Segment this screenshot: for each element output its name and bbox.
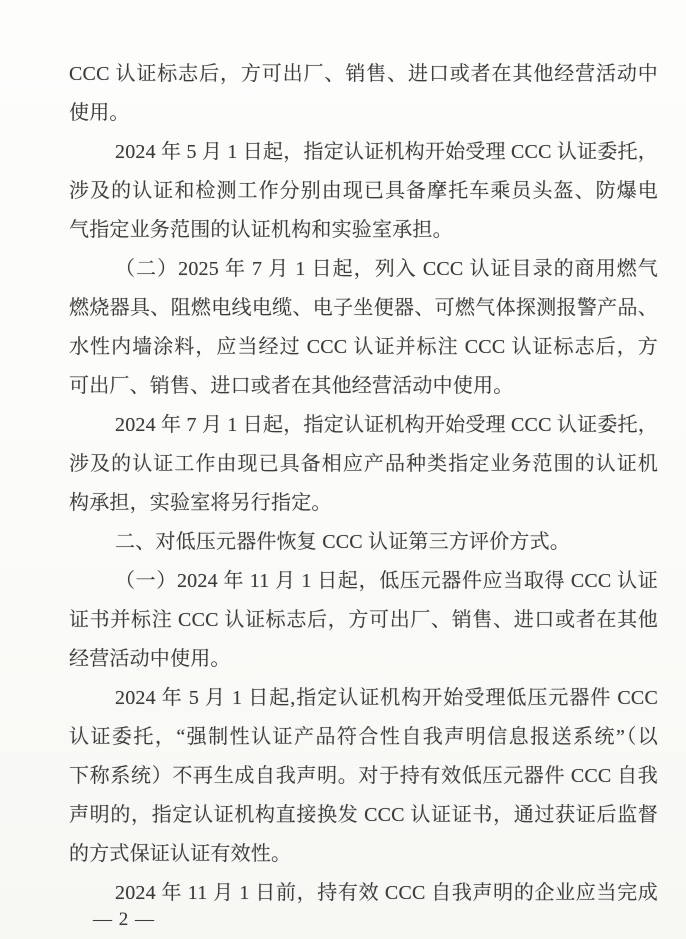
text-line: 2024 年 11 月 1 日前，持有效 CCC 自我声明的企业应当完成 <box>115 882 658 904</box>
page-number: — 2 — <box>93 909 155 930</box>
text-line: 二、对低压元器件恢复 CCC 认证第三方评价方式。 <box>115 531 571 553</box>
text-line: 构承担，实验室将另行指定。 <box>69 492 332 514</box>
text-line: （二）2025 年 7 月 1 日起，列入 CCC 认证目录的商用燃气 <box>115 258 658 280</box>
text-line: （一）2024 年 11 月 1 日起，低压元器件应当取得 CCC 认证 <box>115 570 658 592</box>
text-line: 使用。 <box>69 102 130 124</box>
text-line: 水性内墙涂料，应当经过 CCC 认证并标注 CCC 认证标志后，方 <box>69 336 658 358</box>
text-line: 认证委托，“强制性认证产品符合性自我声明信息报送系统”（以 <box>69 726 658 748</box>
text-line: 证书并标注 CCC 认证标志后，方可出厂、销售、进口或者在其他 <box>69 609 658 631</box>
text-line: 声明的，指定认证机构直接换发 CCC 认证证书，通过获证后监督 <box>69 804 658 826</box>
text-line: 气指定业务范围的认证机构和实验室承担。 <box>69 219 453 241</box>
text-line: 涉及的认证和检测工作分别由现已具备摩托车乘员头盔、防爆电 <box>69 180 658 202</box>
text-line: 2024 年 5 月 1 日起,指定认证机构开始受理低压元器件 CCC <box>115 687 658 709</box>
text-line: 经营活动中使用。 <box>69 648 231 670</box>
text-line: CCC 认证标志后，方可出厂、销售、进口或者在其他经营活动中 <box>69 63 658 85</box>
text-line: 涉及的认证工作由现已具备相应产品种类指定业务范围的认证机 <box>69 453 658 475</box>
text-line: 可出厂、销售、进口或者在其他经营活动中使用。 <box>69 375 514 397</box>
text-line: 下称系统）不再生成自我声明。对于持有效低压元器件 CCC 自我 <box>69 765 658 787</box>
document-text-block <box>69 55 658 913</box>
text-line: 燃烧器具、阻燃电线电缆、电子坐便器、可燃气体探测报警产品、 <box>69 297 658 319</box>
text-line: 2024 年 7 月 1 日起，指定认证机构开始受理 CCC 认证委托， <box>115 414 658 436</box>
text-line: 2024 年 5 月 1 日起，指定认证机构开始受理 CCC 认证委托， <box>115 141 658 163</box>
text-line: 的方式保证认证有效性。 <box>69 843 292 865</box>
